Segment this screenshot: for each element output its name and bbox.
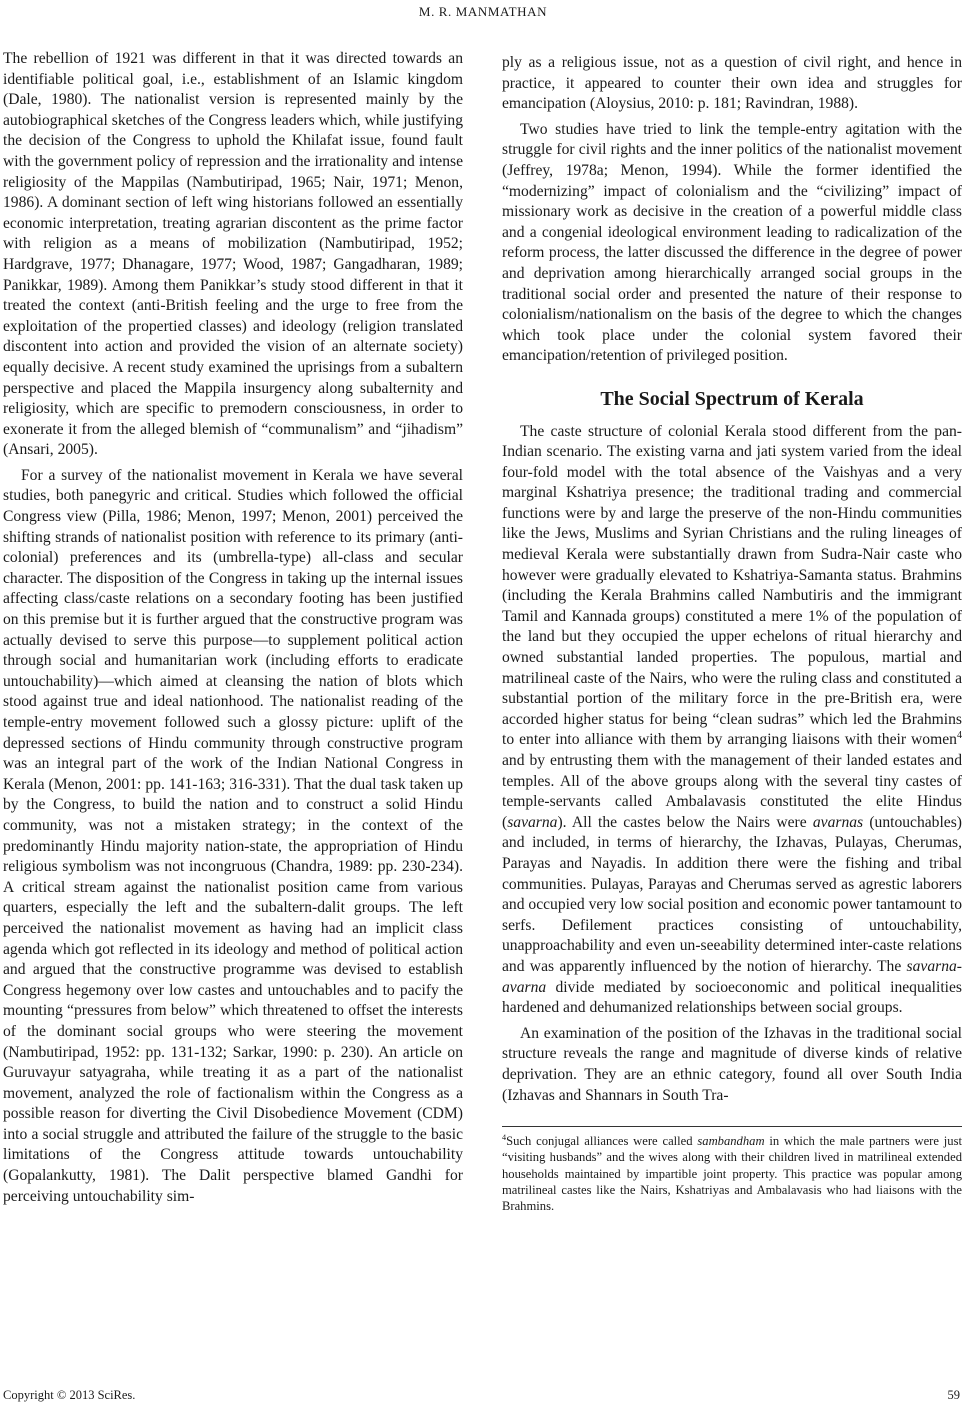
paragraph: Two studies have tried to link the temple-entry agitation with the struggle for civil rights and the inner politics of the nationalist movement (Jeffrey, 1978a; Menon, 1994). While the former identified the “modernizing” impact of colonialism and the “civilizing” impact of missionary work as decisive in the creation of a powerful middle class and a congenial ideological environment leading to radicalization of the reform process, the latter discussed the difference in the degree of power and deprivation among hierarchically arranged social groups in the traditional social order and presented the nature of their response to colonialism/nationalism on the basis of the degree to which the changes which took place under the colonial system favored their emancipation/retention of privileged position. bbox=[502, 120, 962, 365]
text-run: divide mediated by socioeconomic and political inequalities hardened and dehumanized relationships between social groups. bbox=[502, 978, 962, 1017]
text-run: The caste structure of colonial Kerala stood different from the pan-Indian scenario. The existing varna and jati system varied from the ideal four-fold model with the total absence of the Vaishyas and a very marginal Kshatriya presence; the traditional trading and commercial functions were by and large the preserve of the non-Hindu communities like the Jews, Muslims and Syrian Christians and the ruling lineages of medieval Kerala were substantially drawn from Sudra-Nair caste who however were gradually elevated to Kshatriya-Samanta status. Brahmins (including the Kerala Brahmins called Nambutiris and the immigrant Tamil and Kannada groups) constituted a mere 1% of the population of the land but they occupied the upper echelons of ritual hierarchy and owned substantial landed properties. The populous, martial and matrilineal caste of the Nairs, who were the ruling class and constituted a substantial portion of the military force in the pre-British era, were accorded higher status for being “clean sudras” which led the Brahmins to enter into alliance with them by arranging liaisons with their women bbox=[502, 422, 962, 749]
paragraph: ply as a religious issue, not as a question of civil right, and hence in practice, it appeared to counter their own idea and struggles for emancipation (Aloysius, 2010: p. 181; Ravindran, 1988). bbox=[502, 54, 962, 113]
footnote-marker: 4 bbox=[502, 1132, 507, 1142]
copyright-notice: Copyright © 2013 SciRes. bbox=[3, 1388, 136, 1402]
footnote-divider bbox=[502, 1126, 962, 1127]
left-column bbox=[3, 49, 463, 1207]
text-run: ). All the castes below the Nairs were bbox=[557, 813, 813, 831]
paragraph: An examination of the position of the Izhavas in the traditional social structure reveals the range and magnitude of diverse kinds of relative deprivation. They are an ethnic category, found all over South India (Izhavas and Shannars in South Tra- bbox=[502, 1024, 962, 1104]
text-run: in which the male partners were just “visiting husbands” and the wives along with their children lived in matrilineal extended households maintained by impartible joint property. This practice was popular among matrilineal castes like the Nairs, Kshatriyas and Ambalavasis who had liaisons with the Brahmins. bbox=[502, 1134, 962, 1214]
footnote bbox=[502, 1133, 962, 1214]
italic-term: savarna bbox=[507, 813, 558, 831]
paragraph: The rebellion of 1921 was different in that it was directed towards an identifiable political goal, i.e., establishment of an Islamic kingdom (Dale, 1980). The nationalist version is represented mainly by the autobiographical sketches of the Congress leaders which, while justifying the decision of the Congress to uphold the Khilafat issue, found fault with the government policy of repression and the irrationality and intense religiosity of the Mappilas (Nambutiripad, 1965; Nair, 1971; Menon, 1986). A dominant section of left wing historians followed an essentially economic interpretation, treating agrarian discontent as the prime factor with religion as a means of mobilization (Nambutiripad, 1952; Hardgrave, 1977; Dhanagare, 1977; Wood, 1987; Gangadharan, 1989; Panikkar, 1989). Among them Panikkar’s study stood different in that it treated the context (anti-British feeling and the urge to free from the exploitation of the propertied classes) and ideology (religion translated discontent into action and provided the vision of an alternate society) equally decisive. A recent study examined the uprisings from a subaltern perspective and placed the Mappila insurgency along subalternity and religiosity, which are specific to premodern consciousness, in order to exonerate it from the alleged blemish of “communalism” and “jihadism” (Ansari, 2005). bbox=[3, 50, 463, 459]
italic-term: sambandham bbox=[697, 1134, 765, 1149]
section-heading: The Social Spectrum of Kerala bbox=[600, 387, 864, 410]
running-head: M. R. MANMATHAN bbox=[418, 4, 548, 19]
italic-term: avarnas bbox=[812, 813, 864, 831]
italic-term: savarna-avarna bbox=[502, 957, 962, 996]
text-run: (untouchables) and included, in terms of hierarchy, the Izhavas, Pulayas, Cherumas, Parayas and Nayadis. In addition there were the fishing and tribal communities. Pulayas, Parayas and Cherumas served as agrestic laborers and occupied very low social position and economic power tantamount to serfs. Defilement practices consisting of untouchability, unapproachability and even un-seeability determined inter-caste relations and was apparently influenced by the notion of hierarchy. The bbox=[502, 813, 962, 975]
right-column bbox=[502, 53, 962, 1215]
text-run: and by entrusting them with the management of their landed estates and temples. All of the above groups along with the several tiny castes of temple-servants called Ambalavasis constituted the elite Hindus ( bbox=[502, 752, 962, 831]
paragraph: For a survey of the nationalist movement in Kerala we have several studies, both panegyric and critical. Studies which followed the official Congress view (Pilla, 1986; Menon, 1997; Menon, 2001) perceived the shifting strands of nationalist position with reference to its primary (anti-colonial) preferences and its (umbrella-type) all-class and secular character. The disposition of the Congress in taking up the internal issues affecting class/caste relations on a secondary footing has been justified on this premise but it is further argued that the constructive program was actually devised to serve this purpose—to supplement political action through social and humanitarian work (including efforts to eradicate untouchability)—which aimed at cleansing the nation of blots which stood against true and ideal nationhood. The nationalist reading of the temple-entry movement followed such a glossy picture: uplift of the depressed sections of Hindu community through constructive program was an integral part of the work of the Indian National Congress in Kerala (Menon, 2001: pp. 141-163; 316-331). That the dual task taken up by the Congress, to build the nation and to construct a solid Hindu community, was not a mistaken strategy; in the context of the predominantly Hindu majority nation-state, the appropriation of Hindu religious symbolism was not incongruous (Chandra, 1989: pp. 230-234). A critical stream against the nationalist position came from various quarters, especially the left and the subaltern-dalit groups. The left perceived the nationalist movement as having had an implicit class agenda which got reflected in its ideology and method of political action and argued that the constructive programme was devised to establish Congress hegemony over low castes and untouchables and to pacify the mounting “pressures from below” which threatened to offset the interests of the dominant social groups who were steering the movement (Nambutiripad, 1952: pp. 131-132; Sarkar, 1990: p. 230). An article on Guruvayur satyagraha, while treating it as a part of the nationalist movement, analyzed the role of factionalism within the Congress as a possible reason for diverting the Civil Disobedience Movement (CDM) into a social struggle and attributed the failure of the struggle to the basic limitations of the Congress attitude towards untouchability (Gopalankutty, 1981). The Dalit perspective blamed Gandhi for perceiving untouchability sim- bbox=[3, 466, 463, 1205]
footnote-marker: 4 bbox=[956, 730, 962, 742]
paragraph bbox=[502, 422, 962, 1019]
text-run: Such conjugal alliances were called bbox=[506, 1134, 698, 1149]
page-number: 59 bbox=[947, 1388, 960, 1402]
